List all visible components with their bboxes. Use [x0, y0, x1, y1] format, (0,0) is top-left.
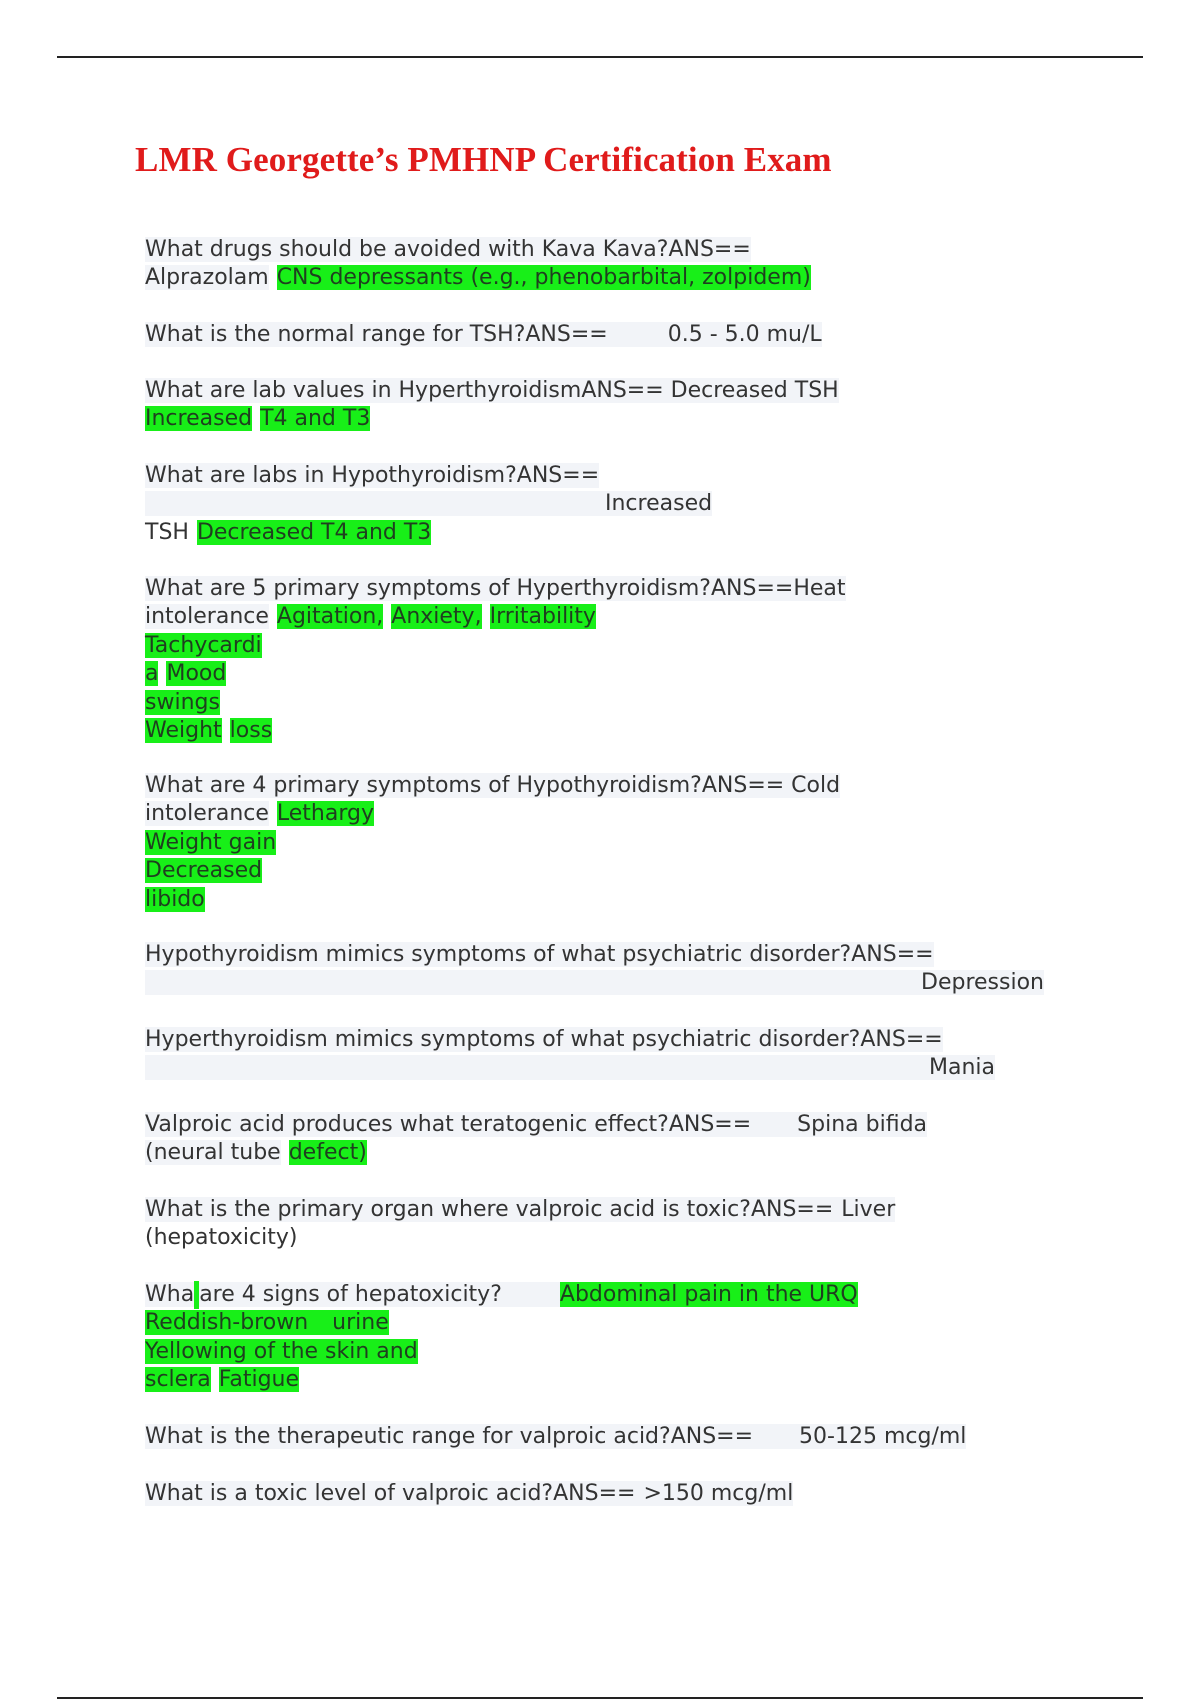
question-text: What is the normal range for TSH?ANS== [145, 322, 608, 347]
qa-item [145, 236, 811, 293]
answer-highlight: Mood [166, 661, 227, 687]
answer-highlight: defect) [288, 1140, 367, 1166]
answer-text: 0.5 - 5.0 mu/L [667, 322, 822, 347]
answer-highlight: Lethargy [276, 801, 374, 827]
qa-item [145, 772, 840, 914]
answer-highlight: a [145, 661, 159, 687]
answer-highlight: Increased [145, 406, 253, 432]
answer-text: >150 mcg/ml [643, 1481, 794, 1506]
qa-item [145, 1281, 858, 1395]
answer-text: Depression [921, 970, 1044, 996]
question-text: intolerance [145, 604, 269, 630]
answer-highlight: Weight gain [145, 829, 277, 855]
question-text: What are lab values in HyperthyroidismANS== Decreased TSH [145, 378, 839, 403]
answer-text: Spina bifida [797, 1112, 928, 1137]
qa-item [145, 1111, 927, 1168]
qa-item [145, 462, 712, 547]
answer-highlight: CNS depressants (e.g., phenobarbital, zolpidem) [276, 265, 811, 291]
question-text: Hyperthyroidism mimics symptoms of what psychiatric disorder?ANS== [145, 1027, 943, 1052]
document-title: LMR Georgette’s PMHNP Certification Exam [135, 140, 832, 179]
answer-text: Increased [605, 491, 713, 517]
qa-item [145, 1423, 966, 1451]
question-text: What are 5 primary symptoms of Hyperthyroidism?ANS==Heat [145, 576, 846, 601]
answer-highlight: Reddish-brown [145, 1310, 309, 1336]
answer-text: Liver [841, 1197, 896, 1222]
question-text: What is the therapeutic range for valproic acid?ANS== [145, 1424, 754, 1449]
top-rule [57, 56, 1143, 58]
answer-highlight: Abdominal pain in the URQ [559, 1282, 858, 1307]
answer-highlight: urine [332, 1310, 389, 1336]
answer-text: Mania [929, 1055, 995, 1081]
answer-highlight: T4 and T3 [260, 406, 371, 432]
answer-highlight: Fatigue [218, 1367, 300, 1393]
qa-item [145, 1026, 995, 1083]
question-text: Wha [145, 1282, 195, 1307]
answer-text: Alprazolam [145, 265, 269, 291]
qa-item [145, 575, 846, 745]
question-text: Valproic acid produces what teratogenic effect?ANS== [145, 1112, 752, 1137]
question-text: What drugs should be avoided with Kava Kava?ANS== [145, 237, 751, 262]
answer-highlight: loss [229, 717, 273, 743]
question-text: What is a toxic level of valproic acid?ANS== [145, 1481, 636, 1506]
qa-item [145, 941, 1044, 998]
question-text: intolerance [145, 801, 269, 827]
answer-text: (hepatoxicity) [145, 1225, 298, 1251]
answer-highlight: Weight [145, 717, 222, 743]
answer-highlight: Decreased [145, 858, 263, 884]
question-text: What are 4 primary symptoms of Hypothyroidism?ANS== Cold [145, 773, 841, 798]
answer-text: 50-125 mcg/ml [799, 1424, 967, 1449]
answer-highlight: Agitation, [276, 604, 384, 630]
question-text: Hypothyroidism mimics symptoms of what psychiatric disorder?ANS== [145, 942, 934, 967]
answer-text: TSH [145, 519, 189, 545]
answer-highlight: libido [145, 886, 205, 912]
answer-highlight: Anxiety, [391, 604, 482, 630]
qa-item [145, 1196, 895, 1253]
answer-highlight: Tachycardi [145, 632, 262, 658]
answer-highlight: Irritability [489, 604, 596, 630]
answer-highlight: sclera [145, 1367, 211, 1393]
answer-highlight: Decreased T4 and T3 [196, 519, 432, 545]
answer-text: (neural tube [145, 1140, 281, 1166]
qa-item [145, 321, 822, 349]
question-text: What is the primary organ where valproic acid is toxic?ANS== [145, 1197, 834, 1222]
qa-item [145, 1480, 793, 1508]
answer-highlight: swings [145, 689, 220, 715]
question-text: are 4 signs of hepatoxicity? [199, 1282, 502, 1307]
answer-highlight: Yellowing of the skin and [145, 1338, 418, 1364]
qa-item [145, 377, 839, 434]
bottom-rule [57, 1697, 1143, 1699]
question-text: What are labs in Hypothyroidism?ANS== [145, 463, 600, 488]
